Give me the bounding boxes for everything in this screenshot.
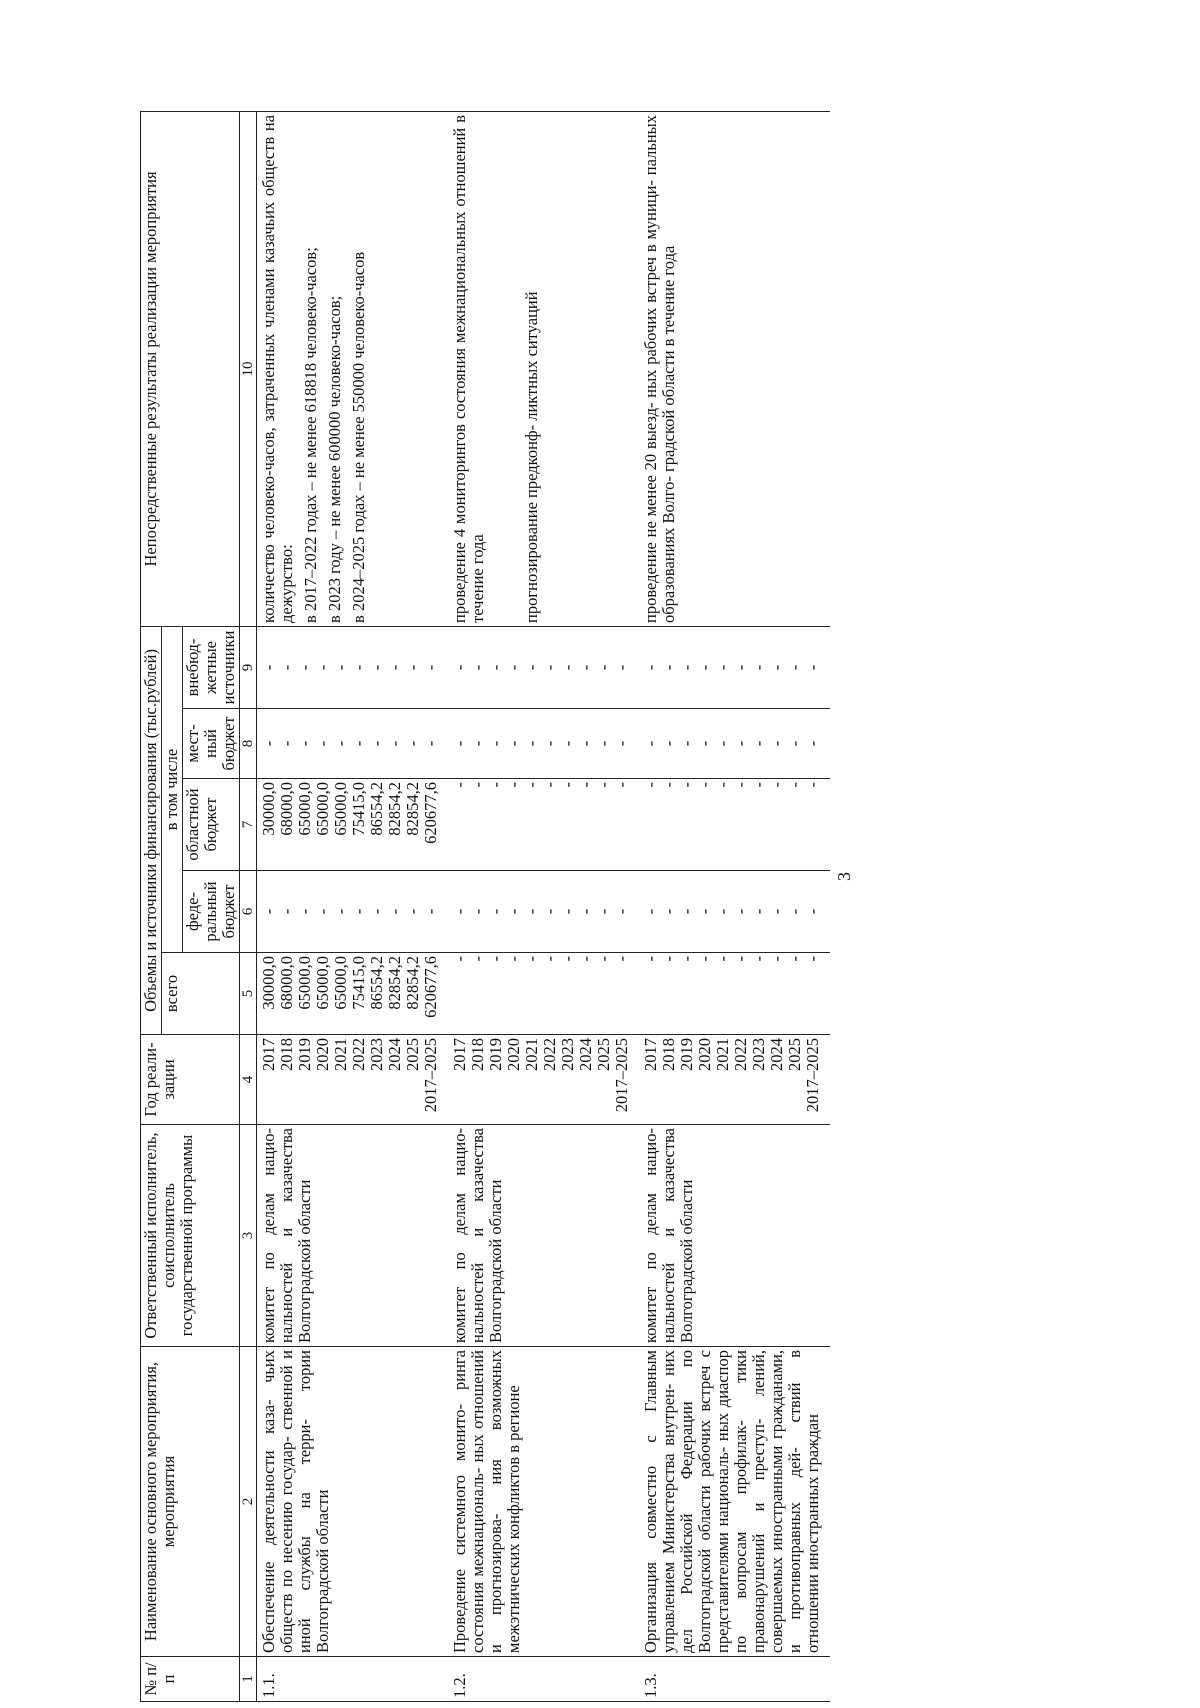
federal-list-value: -: [277, 908, 296, 915]
year-list-value: 2017: [450, 1038, 469, 1071]
total-list-value: -: [504, 956, 523, 962]
regional-list: [448, 779, 639, 871]
federal-list-value: -: [540, 908, 559, 915]
result-paragraph: в 2024–2025 годах – не менее 550000 человеко-часов: [349, 251, 368, 623]
regional-list-value: -: [504, 782, 523, 788]
federal-list-value: -: [803, 908, 822, 915]
year-list-value: 2022: [731, 1038, 750, 1071]
regional-list-value: 82854,2: [403, 782, 422, 836]
activity-name: Проведение системного монито- ринга состояния межнациональ- ных отношений и прогнозирова- ния возможных межэтнических конфликтов в регионе: [448, 1347, 639, 1657]
year-list-value: 2020: [313, 1038, 332, 1071]
header-local: мест- ный бюджет: [183, 709, 240, 779]
year-list-value: 2019: [295, 1038, 314, 1071]
federal-list-value: -: [450, 908, 469, 915]
year-list-value: 2018: [659, 1038, 678, 1071]
regional-list-value: 65000,0: [313, 782, 332, 836]
federal-list-value: -: [641, 908, 660, 915]
column-number: 7: [240, 779, 257, 871]
regional-list-value: -: [486, 782, 505, 788]
year-list-value: 2024: [385, 1038, 404, 1071]
responsible-executor: комитет по делам нацио- нальностей и казачества Волгоградской области: [639, 1125, 830, 1347]
federal-list-value: -: [677, 908, 696, 915]
regional-list-value: -: [785, 782, 804, 788]
column-number: 4: [240, 1035, 257, 1125]
result-paragraph: количество человеко-часов, затраченных членами казачьих обществ на дежурство:: [259, 114, 296, 623]
extra-list-value: -: [331, 664, 350, 671]
header-total: всего: [162, 953, 240, 1035]
local-list-value: -: [749, 740, 768, 747]
federal-list-value: -: [468, 908, 487, 915]
year-list-value: 2025: [594, 1038, 613, 1071]
federal-list-value: -: [713, 908, 732, 915]
local-list-value: -: [385, 740, 404, 747]
column-number: 8: [240, 709, 257, 779]
header-extra: внебюд- жетные источники: [183, 626, 240, 708]
extra-list-value: -: [504, 664, 523, 671]
extra-list-value: -: [385, 664, 404, 671]
federal-list-value: -: [695, 908, 714, 915]
total-list-value: 30000,0: [259, 956, 278, 1010]
total-list-value: 86554,2: [367, 956, 386, 1010]
regional-list-value: 86554,2: [367, 782, 386, 836]
extra-list-value: -: [594, 664, 613, 671]
regional-list-value: -: [540, 782, 559, 788]
year-list-value: 2020: [504, 1038, 523, 1071]
total-list-value: -: [486, 956, 505, 962]
header-federal: феде- ральный бюджет: [183, 871, 240, 953]
regional-list-value: -: [767, 782, 786, 788]
federal-list-value: -: [612, 908, 631, 915]
extra-list-value: -: [468, 664, 487, 671]
extra-list-value: -: [259, 664, 278, 671]
year-list-value: 2022: [349, 1038, 368, 1071]
results: [257, 111, 449, 626]
regional-list-value: -: [594, 782, 613, 788]
responsible-executor: комитет по делам нацио- нальностей и казачества Волгоградской области: [257, 1125, 449, 1347]
total-list-value: 620677,6: [421, 956, 440, 1018]
total-list-value: -: [468, 956, 487, 962]
column-number: 3: [240, 1125, 257, 1347]
local-list-value: -: [767, 740, 786, 747]
federal-list-value: -: [295, 908, 314, 915]
regional-list-value: -: [803, 782, 822, 788]
result-paragraph: проведение 4 мониторингов состояния межнациональных отношений в течение года: [450, 114, 487, 623]
column-number: 9: [240, 626, 257, 708]
result-paragraph: в 2017–2022 годах – не менее 618818 человеко-часов;: [301, 247, 320, 623]
total-list-value: 65000,0: [295, 956, 314, 1010]
extra-list-value: -: [558, 664, 577, 671]
regional-list-value: 620677,6: [421, 782, 440, 844]
extra-list-value: -: [295, 664, 314, 671]
header-num: № п/п: [141, 1657, 240, 1702]
year-list-value: 2023: [367, 1038, 386, 1071]
year-list-value: 2017–2025: [612, 1038, 631, 1113]
row-number: 1.2.: [448, 1657, 639, 1702]
federal-list: [448, 871, 639, 953]
regional-list-value: -: [677, 782, 696, 788]
year-list-value: 2021: [713, 1038, 732, 1071]
row-number: 1.1.: [257, 1657, 449, 1702]
regional-list-value: -: [450, 782, 469, 788]
total-list-value: 65000,0: [313, 956, 332, 1010]
local-list-value: -: [641, 740, 660, 747]
regional-list-value: 30000,0: [259, 782, 278, 836]
extra-list-value: -: [749, 664, 768, 671]
regional-list-value: -: [731, 782, 750, 788]
year-list-value: 2018: [277, 1038, 296, 1071]
regional-list-value: -: [522, 782, 541, 788]
extra-list-value: -: [277, 664, 296, 671]
results: [448, 111, 639, 626]
total-list-value: -: [677, 956, 696, 962]
year-list-value: 2019: [486, 1038, 505, 1071]
extra-list-value: -: [677, 664, 696, 671]
federal-list: [257, 871, 449, 953]
local-list-value: -: [486, 740, 505, 747]
total-list-value: -: [612, 956, 631, 962]
row-number: 1.3.: [639, 1657, 830, 1702]
regional-list-value: -: [749, 782, 768, 788]
regional-list-value: 68000,0: [277, 782, 296, 836]
result-paragraph: прогнозирование предконф- ликтных ситуаций: [522, 291, 541, 623]
local-list-value: -: [522, 740, 541, 747]
header-executor: Ответственный исполнитель, соисполнитель государственной программы: [141, 1125, 240, 1347]
extra-list-value: -: [403, 664, 422, 671]
local-list-value: -: [659, 740, 678, 747]
local-list-value: -: [295, 740, 314, 747]
federal-list-value: -: [558, 908, 577, 915]
total-list-value: -: [450, 956, 469, 962]
total-list-value: -: [803, 956, 822, 962]
local-list-value: -: [349, 740, 368, 747]
year-list-value: 2017–2025: [421, 1038, 440, 1113]
column-number: 6: [240, 871, 257, 953]
column-number: 5: [240, 953, 257, 1035]
year-list-value: 2022: [540, 1038, 559, 1071]
program-table: [140, 111, 830, 1702]
regional-list-value: -: [468, 782, 487, 788]
federal-list-value: -: [313, 908, 332, 915]
activity-name: Организация совместно с Главным управлением Министерства внутрен- них дел Российской Федерации по Волгоградской области рабочих встреч с представителями националь- ных диаспор по вопросам профилак- тики правонарушений и преступ- лений, совершаемых иностранными гражданами, и противоправных дей- ствий в отношении иностранных граждан: [639, 1347, 830, 1657]
extra-list-value: -: [522, 664, 541, 671]
column-number: 10: [240, 111, 257, 626]
extra-list: [639, 626, 830, 708]
local-list-value: -: [695, 740, 714, 747]
year-list: [448, 1035, 639, 1125]
regional-list-value: -: [612, 782, 631, 788]
regional-list-value: 65000,0: [295, 782, 314, 836]
federal-list-value: -: [749, 908, 768, 915]
regional-list: [639, 779, 830, 871]
table-body: [257, 111, 831, 1701]
rotated-table-container: [140, 112, 1200, 1702]
total-list-value: 82854,2: [385, 956, 404, 1010]
local-list-value: -: [558, 740, 577, 747]
extra-list-value: -: [313, 664, 332, 671]
regional-list: [257, 779, 449, 871]
total-list-value: -: [594, 956, 613, 962]
local-list-value: -: [367, 740, 386, 747]
year-list-value: 2017: [259, 1038, 278, 1071]
year-list-value: 2025: [785, 1038, 804, 1071]
local-list-value: -: [421, 740, 440, 747]
header-name: Наименование основного мероприятия, мероприятия: [141, 1347, 240, 1657]
page-number: 3: [834, 872, 854, 881]
total-list-value: -: [558, 956, 577, 962]
total-list: [257, 953, 449, 1035]
total-list-value: -: [713, 956, 732, 962]
total-list-value: 68000,0: [277, 956, 296, 1010]
federal-list: [639, 871, 830, 953]
year-list-value: 2021: [331, 1038, 350, 1071]
regional-list-value: -: [641, 782, 660, 788]
result-paragraph: в 2023 году – не менее 600000 человеко-часов;: [325, 295, 344, 623]
header-funding: Объемы и источники финансирования (тыс.рублей): [141, 626, 162, 1034]
federal-list-value: -: [385, 908, 404, 915]
regional-list-value: -: [695, 782, 714, 788]
year-list-value: 2017: [641, 1038, 660, 1071]
local-list-value: -: [677, 740, 696, 747]
regional-list-value: 75415,0: [349, 782, 368, 836]
local-list-value: -: [331, 740, 350, 747]
total-list-value: -: [767, 956, 786, 962]
extra-list-value: -: [486, 664, 505, 671]
federal-list-value: -: [785, 908, 804, 915]
federal-list-value: -: [259, 908, 278, 915]
total-list-value: -: [576, 956, 595, 962]
year-list-value: 2020: [695, 1038, 714, 1071]
regional-list-value: -: [558, 782, 577, 788]
local-list-value: -: [594, 740, 613, 747]
local-list-value: -: [803, 740, 822, 747]
local-list: [639, 709, 830, 779]
year-list-value: 2019: [677, 1038, 696, 1071]
extra-list-value: -: [576, 664, 595, 671]
header-results: Непосредственные результаты реализации мероприятия: [141, 111, 240, 626]
extra-list-value: -: [612, 664, 631, 671]
header-year: Год реали- зации: [141, 1035, 240, 1125]
year-list-value: 2024: [576, 1038, 595, 1071]
extra-list-value: -: [803, 664, 822, 671]
year-list-value: 2018: [468, 1038, 487, 1071]
extra-list-value: -: [785, 664, 804, 671]
regional-list-value: -: [576, 782, 595, 788]
federal-list-value: -: [659, 908, 678, 915]
extra-list-value: -: [713, 664, 732, 671]
year-list-value: 2023: [558, 1038, 577, 1071]
federal-list-value: -: [367, 908, 386, 915]
column-number: 2: [240, 1347, 257, 1657]
year-list-value: 2024: [767, 1038, 786, 1071]
total-list-value: 65000,0: [331, 956, 350, 1010]
extra-list-value: -: [349, 664, 368, 671]
total-list-value: -: [731, 956, 750, 962]
regional-list-value: -: [713, 782, 732, 788]
total-list-value: -: [641, 956, 660, 962]
extra-list-value: -: [450, 664, 469, 671]
year-list-value: 2017–2025: [803, 1038, 822, 1113]
local-list-value: -: [504, 740, 523, 747]
year-list: [639, 1035, 830, 1125]
local-list-value: -: [731, 740, 750, 747]
federal-list-value: -: [486, 908, 505, 915]
total-list-value: -: [522, 956, 541, 962]
year-list-value: 2021: [522, 1038, 541, 1071]
table-row: [448, 111, 639, 1701]
total-list-value: -: [540, 956, 559, 962]
regional-list-value: 82854,2: [385, 782, 404, 836]
federal-list-value: -: [731, 908, 750, 915]
local-list-value: -: [277, 740, 296, 747]
extra-list-value: -: [367, 664, 386, 671]
column-number: 1: [240, 1657, 257, 1702]
column-number-row: [240, 111, 257, 1701]
local-list: [448, 709, 639, 779]
local-list-value: -: [612, 740, 631, 747]
local-list-value: -: [785, 740, 804, 747]
total-list-value: -: [785, 956, 804, 962]
local-list-value: -: [713, 740, 732, 747]
federal-list-value: -: [403, 908, 422, 915]
total-list-value: -: [749, 956, 768, 962]
total-list: [639, 953, 830, 1035]
header-regional: областной бюджет: [183, 779, 240, 871]
extra-list: [448, 626, 639, 708]
local-list-value: -: [468, 740, 487, 747]
total-list-value: 75415,0: [349, 956, 368, 1010]
header-in-that: в том числе: [162, 626, 183, 952]
total-list-value: -: [695, 956, 714, 962]
extra-list-value: -: [421, 664, 440, 671]
local-list: [257, 709, 449, 779]
extra-list: [257, 626, 449, 708]
responsible-executor: комитет по делам нацио- нальностей и казачества Волгоградской области: [448, 1125, 639, 1347]
extra-list-value: -: [641, 664, 660, 671]
federal-list-value: -: [349, 908, 368, 915]
extra-list-value: -: [659, 664, 678, 671]
federal-list-value: -: [594, 908, 613, 915]
activity-name: Обеспечение деятельности каза- чьих обществ по несению государ- ственной и иной службы на терри- тории Волгоградской области: [257, 1347, 449, 1657]
local-list-value: -: [313, 740, 332, 747]
extra-list-value: -: [731, 664, 750, 671]
year-list-value: 2023: [749, 1038, 768, 1071]
local-list-value: -: [540, 740, 559, 747]
year-list-value: 2025: [403, 1038, 422, 1071]
regional-list-value: 65000,0: [331, 782, 350, 836]
local-list-value: -: [450, 740, 469, 747]
regional-list-value: -: [659, 782, 678, 788]
federal-list-value: -: [331, 908, 350, 915]
total-list: [448, 953, 639, 1035]
local-list-value: -: [576, 740, 595, 747]
federal-list-value: -: [504, 908, 523, 915]
federal-list-value: -: [767, 908, 786, 915]
extra-list-value: -: [695, 664, 714, 671]
table-row: [639, 111, 830, 1701]
result-paragraph: проведение не менее 20 выезд- ных рабочих встреч в муници- пальных образованиях Волго- градской области в течение года: [641, 114, 678, 623]
year-list: [257, 1035, 449, 1125]
total-list-value: 82854,2: [403, 956, 422, 1010]
local-list-value: -: [403, 740, 422, 747]
results: [639, 111, 830, 626]
table-row: [257, 111, 449, 1701]
extra-list-value: -: [767, 664, 786, 671]
federal-list-value: -: [421, 908, 440, 915]
federal-list-value: -: [522, 908, 541, 915]
federal-list-value: -: [576, 908, 595, 915]
extra-list-value: -: [540, 664, 559, 671]
local-list-value: -: [259, 740, 278, 747]
total-list-value: -: [659, 956, 678, 962]
